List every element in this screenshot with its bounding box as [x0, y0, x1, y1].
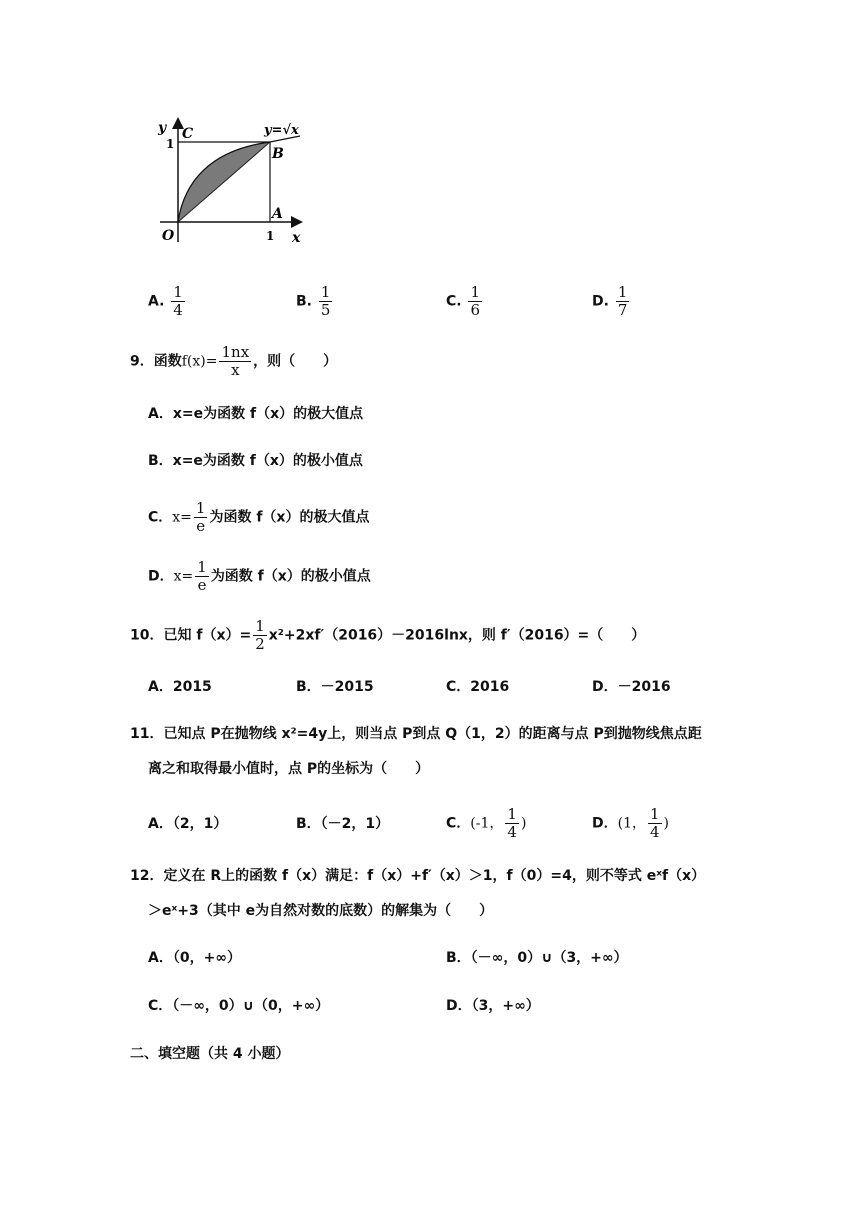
- q9-option-b: B．x=e为函数 f（x）的极小值点: [148, 453, 363, 469]
- q8-option-d: [592, 284, 631, 319]
- q11-stem-line2: 离之和取得最小值时，点 P的坐标为（ ）: [148, 761, 430, 777]
- q12-option-d: D．（3，+∞）: [446, 998, 540, 1014]
- option-label: B.: [296, 293, 312, 310]
- q11-option-c: C．(-1， $\frac{1}{4}$ ): [446, 805, 527, 841]
- section-heading: 二、填空题（共 4 小题）: [130, 1046, 290, 1062]
- q10-option-c: C．2016: [446, 679, 510, 695]
- q8-option-a: [148, 284, 187, 319]
- origin-label: O: [162, 228, 175, 244]
- fraction: $\frac{1}{e}$: [197, 558, 207, 594]
- q10-option-a: A．2015: [148, 679, 212, 695]
- y-one-label: 1: [166, 137, 175, 151]
- y-axis-label: y: [158, 120, 167, 136]
- q12-option-a: A．（0，+∞）: [148, 950, 241, 966]
- q10-stem: 10．已知 f（x）= $\frac{1}{2}$ x²+2xf′（2016）－2016lnx，则 f′（2016）=（ ）: [130, 617, 646, 653]
- fraction: $\frac{1}{e}$: [195, 499, 206, 535]
- q9-stem: 9．函数f(x)= $\frac{1nx}{x}$ ，则（ ）: [130, 343, 338, 379]
- option-label: C.: [446, 293, 462, 310]
- option-label: A.: [148, 293, 165, 310]
- x-axis-label: x: [292, 230, 301, 246]
- q11-option-a: A．（2，1）: [148, 816, 228, 832]
- fraction: $\frac{1nx}{x}$: [221, 343, 250, 379]
- shaded-region: [178, 142, 270, 222]
- point-a-label: A: [272, 206, 283, 222]
- q9-option-c: C．x= $\frac{1}{e}$ 为函数 f（x）的极大值点: [148, 499, 370, 535]
- q12-stem-line1: 12．定义在 R上的函数 f（x）满足：f（x）+f′（x）＞1，f（0）=4，则不等式 eˣf（x）: [130, 868, 706, 884]
- fraction: $\frac{1}{2}$: [255, 617, 265, 653]
- fraction: $\frac{1}{4}$: [650, 805, 660, 841]
- q9-option-a: A．x=e为函数 f（x）的极大值点: [148, 406, 364, 422]
- q9-option-d: D．x= $\frac{1}{e}$ 为函数 f（x）的极小值点: [148, 558, 371, 594]
- curve-label: y=√x: [264, 123, 299, 138]
- q11-option-d: D．(1， $\frac{1}{4}$ ): [592, 805, 670, 841]
- q8-option-b: [296, 284, 334, 319]
- q11-stem-line1: 11．已知点 P在抛物线 x²=4y上，则当点 P到点 Q（1，2）的距离与点 P到抛物线焦点距: [130, 726, 702, 742]
- point-b-label: B: [272, 146, 284, 162]
- q12-option-b: B．（－∞，0）∪（3，+∞）: [446, 950, 628, 966]
- fraction: $\frac{1}{4}$: [173, 283, 183, 319]
- q12-option-c: C．（－∞，0）∪（0，+∞）: [148, 998, 330, 1014]
- fraction: $\frac{1}{4}$: [507, 805, 517, 841]
- option-label: D.: [592, 293, 609, 310]
- q8-option-c: [446, 284, 484, 319]
- q11-option-b: B．（－2，1）: [296, 816, 390, 832]
- q10-option-b: B．－2015: [296, 679, 374, 695]
- x-one-label: 1: [266, 229, 275, 243]
- fraction: $\frac{1}{7}$: [617, 283, 628, 319]
- point-c-label: C: [182, 126, 194, 142]
- q12-stem-line2: ＞eˣ+3（其中 e为自然对数的底数）的解集为（ ）: [148, 903, 494, 919]
- fraction: $\frac{1}{5}$: [320, 283, 331, 319]
- area-figure: [150, 112, 320, 252]
- q10-option-d: D．－2016: [592, 679, 671, 695]
- fraction: $\frac{1}{6}$: [470, 283, 481, 319]
